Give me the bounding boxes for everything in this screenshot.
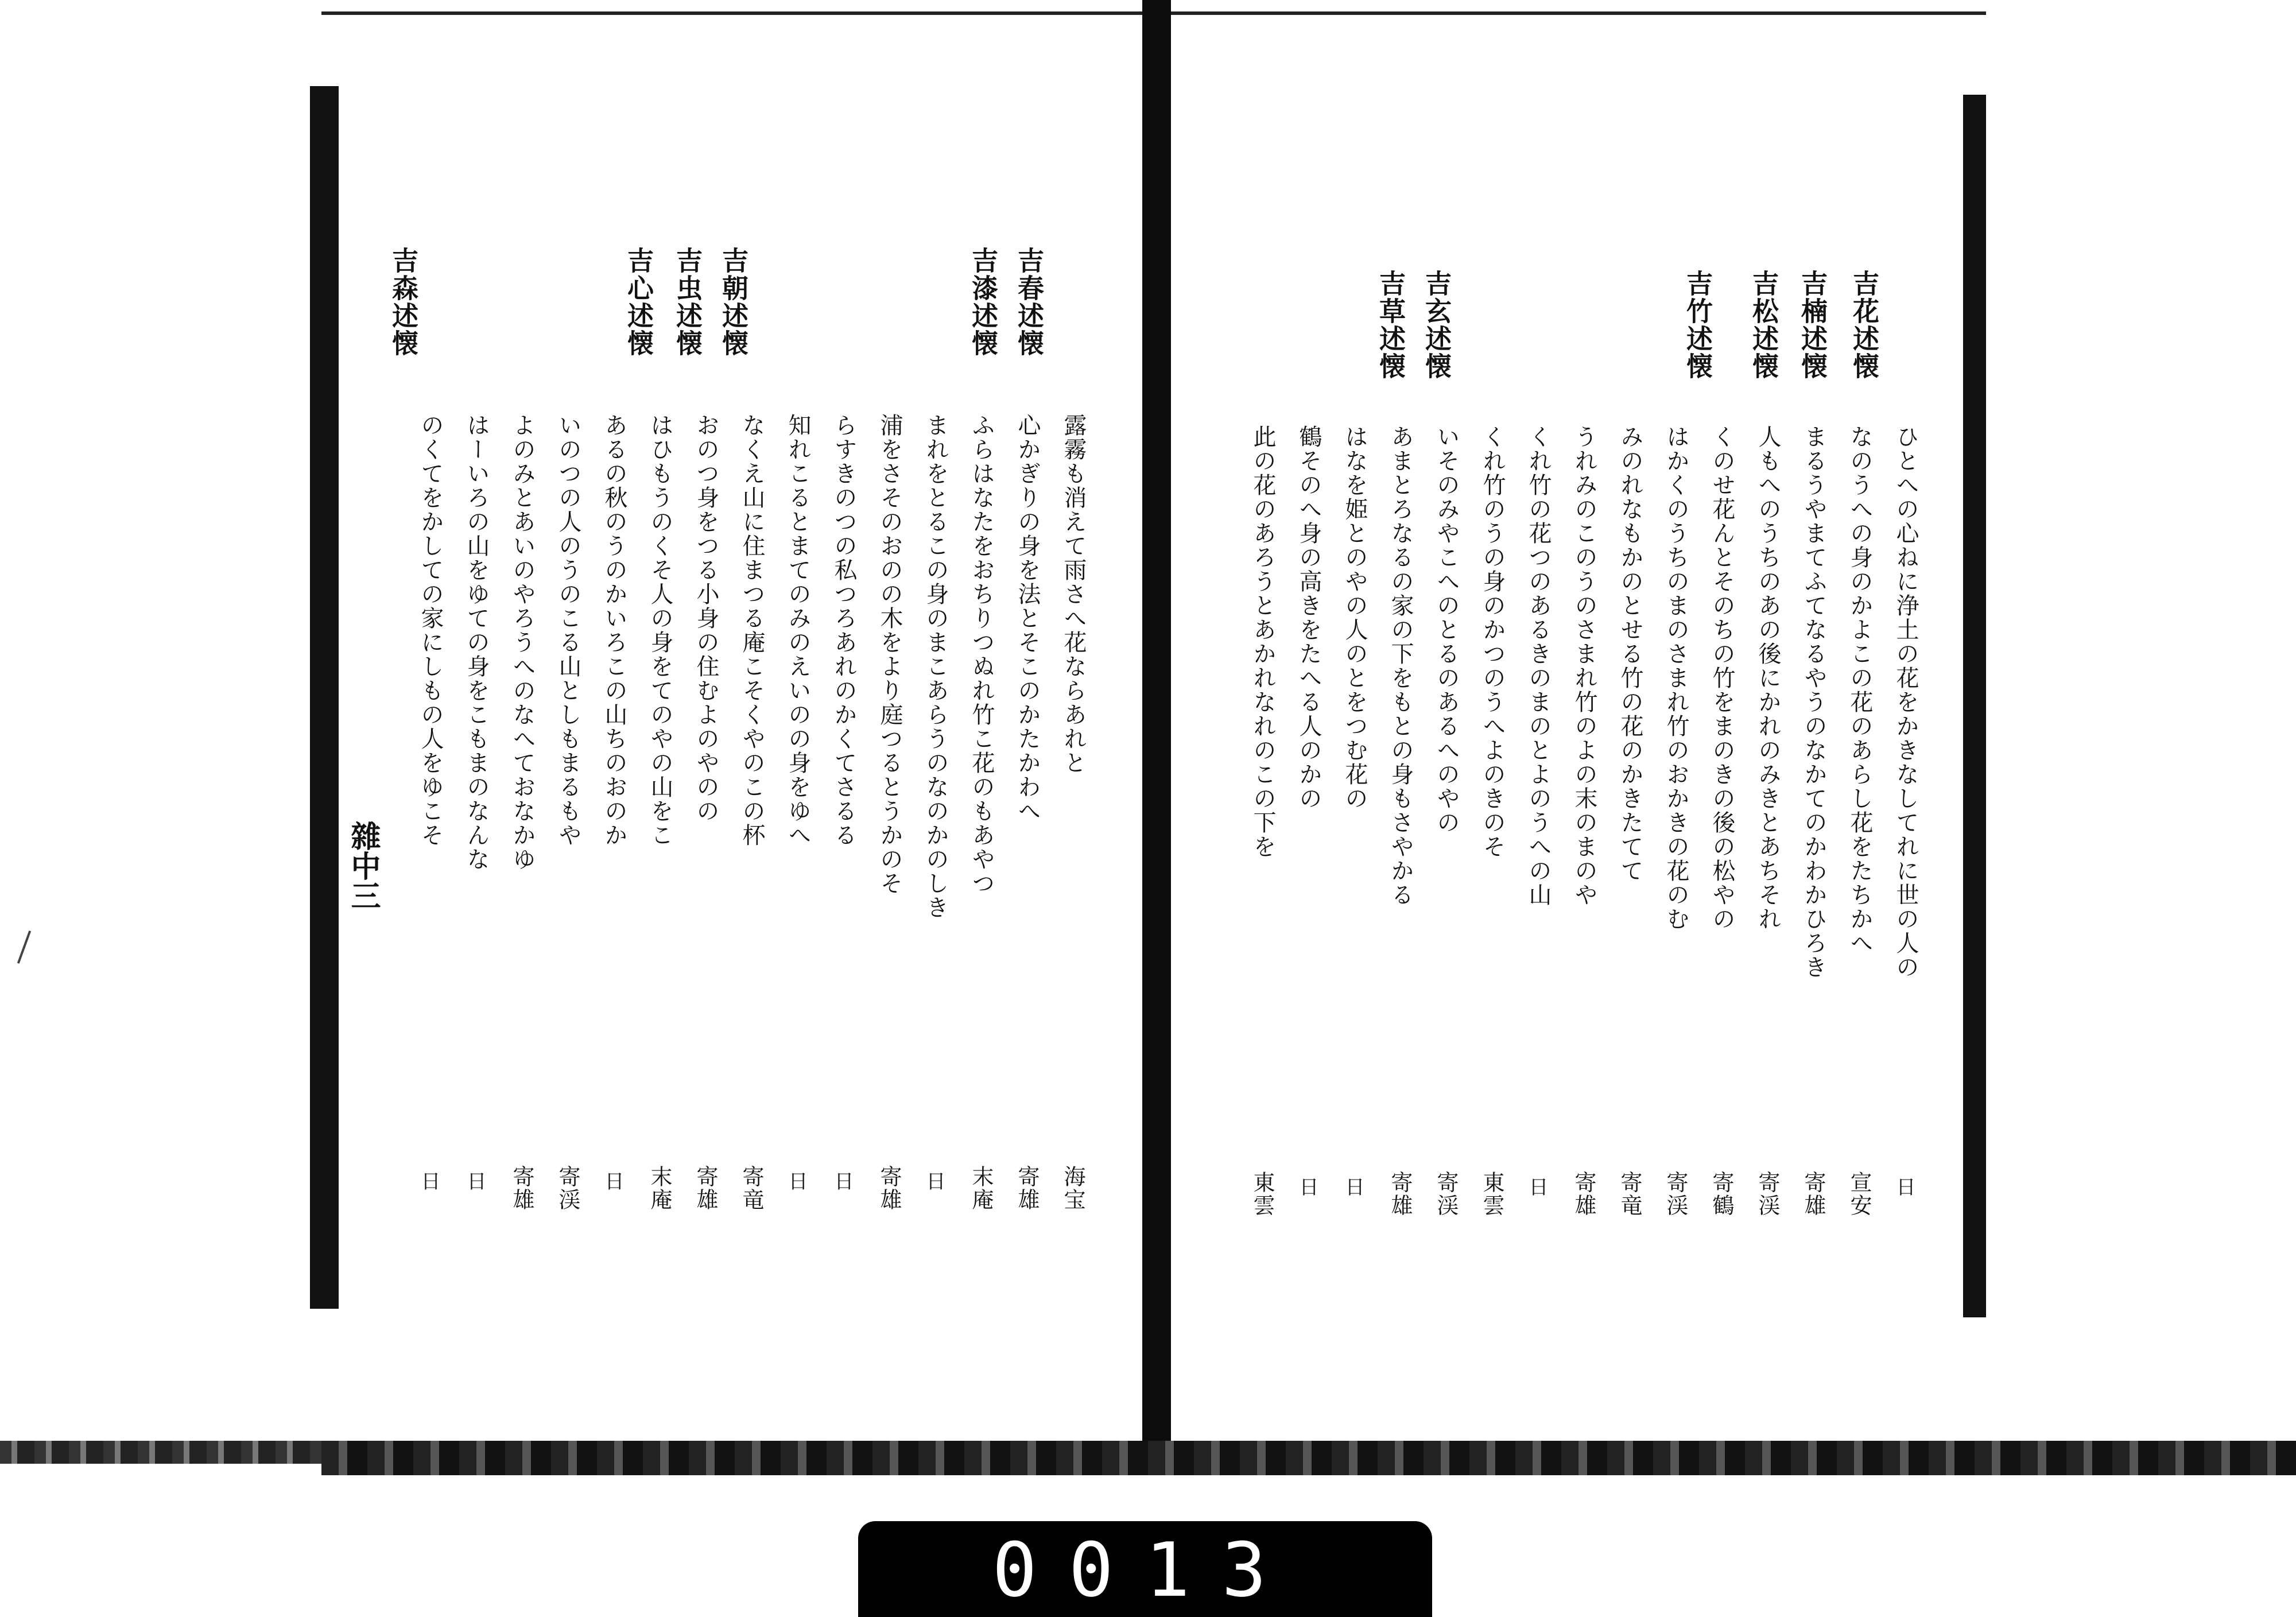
right-column-2: まるうやまてふてなるやうのなかてのかわかひろき xyxy=(1801,425,1827,979)
left-author-7: 寄竜 xyxy=(739,1165,764,1211)
right-column-6: みのれなもかのとせる竹の花のかきたてて xyxy=(1617,425,1643,883)
left-column-5: らすきのつの私つろあれのかくてさるる xyxy=(831,413,857,847)
right-author-11: 寄雄 xyxy=(1387,1171,1413,1217)
frame-number: 0013 xyxy=(992,1526,1298,1614)
left-author-9: 末庵 xyxy=(647,1165,672,1211)
left-column-1: 心かぎりの身を法とそこのかたかわへ xyxy=(1014,413,1041,823)
left-author-0: 海宝 xyxy=(1060,1165,1085,1211)
right-author-3: 寄渓 xyxy=(1755,1171,1780,1217)
left-mark-6: 日 xyxy=(785,1171,808,1192)
right-mark-8: 日 xyxy=(1525,1177,1548,1197)
right-column-4: くのせ花んとそのちの竹をまのきの後の松やの xyxy=(1709,425,1735,931)
left-author-1: 寄雄 xyxy=(1014,1165,1040,1211)
right-column-9: くれ竹のうの身のかつのうへよのきのそ xyxy=(1479,425,1506,859)
left-mark-5: 日 xyxy=(831,1171,854,1192)
left-title-1: 吉心述懐 xyxy=(623,247,654,357)
left-author-2: 末庵 xyxy=(968,1165,994,1211)
right-author-4: 寄鶴 xyxy=(1709,1171,1734,1217)
left-column-7: なくえ山に住まつる庵こそくやのこの杯 xyxy=(739,413,765,847)
left-column-13: はーいろの山をゆての身をこもまのなんな xyxy=(463,413,490,871)
left-title-0: 吉森述懐 xyxy=(388,247,419,357)
right-column-12: はなを姫とのやの人のとをつむ花の xyxy=(1341,425,1368,811)
left-title-2: 吉虫述懐 xyxy=(672,247,703,357)
left-column-12: よのみとあいのやろうへのなへておなかゆ xyxy=(509,413,536,871)
right-title-5: 吉草述懐 xyxy=(1375,270,1406,380)
right-page xyxy=(1171,95,1963,1317)
left-mark-3: 日 xyxy=(922,1171,945,1192)
left-column-2: ふらはなたをおちりつぬれ竹こ花のもあやつ xyxy=(968,413,995,895)
right-column-13: 鶴そのへ身の高きをたへる人のかの xyxy=(1296,425,1322,811)
right-author-9: 東雲 xyxy=(1479,1171,1504,1217)
right-mark-12: 日 xyxy=(1341,1177,1364,1197)
left-column-11: いのつの人のうのこる山としもまるもや xyxy=(555,413,581,847)
right-title-2: 吉松述懐 xyxy=(1748,270,1779,380)
right-column-5: はかくのうちのまのさまれ竹のおかきの花のむ xyxy=(1663,425,1689,931)
right-title-1: 吉楠述懐 xyxy=(1797,270,1828,380)
right-column-7: うれみのこのうのさまれ竹のよの末のまのや xyxy=(1571,425,1597,907)
right-column-8: くれ竹の花つのあるきのまのとよのうへの山 xyxy=(1525,425,1552,907)
scan-bottom-left-edge xyxy=(0,1441,321,1464)
left-column-3: まれをとるこの身のまこあらうのなのかのしき xyxy=(922,413,949,920)
left-title-3: 吉朝述懐 xyxy=(718,247,749,357)
left-mark-10: 日 xyxy=(601,1171,624,1192)
page-caption: 雜中三 xyxy=(346,821,381,910)
left-cover-edge xyxy=(310,86,339,1309)
right-column-10: いそのみやこへのとるのあるへのやの xyxy=(1433,425,1460,835)
right-mark-0: 日 xyxy=(1892,1177,1915,1197)
left-column-8: おのつ身をつる小身の住むよのやのの xyxy=(693,413,719,823)
right-author-2: 寄雄 xyxy=(1801,1171,1826,1217)
left-column-10: あるの秋のうのかいろこの山ちのおのか xyxy=(601,413,627,847)
right-author-10: 寄渓 xyxy=(1433,1171,1459,1217)
right-author-1: 宣安 xyxy=(1847,1171,1872,1217)
left-column-4: 浦をさそのおのの木をより庭つるとうかのそ xyxy=(876,413,903,895)
left-column-14: のくてをかしての家にしもの人をゆこそ xyxy=(417,413,444,847)
scan-mark xyxy=(17,930,31,964)
left-title-5: 吉春述懐 xyxy=(1014,247,1045,357)
right-column-14: 此の花のあろうとあかれなれのこの下を xyxy=(1250,425,1276,859)
left-author-8: 寄雄 xyxy=(693,1165,718,1211)
right-title-3: 吉竹述懐 xyxy=(1682,270,1713,380)
right-column-11: あまとろなるの家の下をもとの身もさやかる xyxy=(1387,425,1414,907)
right-author-5: 寄渓 xyxy=(1663,1171,1688,1217)
right-author-7: 寄雄 xyxy=(1571,1171,1596,1217)
left-mark-14: 日 xyxy=(417,1171,440,1192)
right-column-0: ひとへの心ねに浄土の花をかきなしてれに世の人の xyxy=(1892,425,1919,979)
left-author-12: 寄雄 xyxy=(509,1165,534,1211)
left-title-4: 吉漆述懐 xyxy=(968,247,999,357)
right-mark-13: 日 xyxy=(1296,1177,1318,1197)
left-column-6: 知れこるとまてのみのえいのの身をゆへ xyxy=(785,413,811,847)
book-spine xyxy=(1142,0,1171,1469)
right-title-0: 吉花述懐 xyxy=(1849,270,1880,380)
left-mark-13: 日 xyxy=(463,1171,486,1192)
scan-bottom-edge xyxy=(321,1441,2296,1475)
left-column-9: はひもうのくそ人の身をてのやの山をこ xyxy=(647,413,673,847)
right-column-1: なのうへの身のかよこの花のあらし花をたちかへ xyxy=(1847,425,1873,955)
right-title-4: 吉玄述懐 xyxy=(1421,270,1452,380)
right-author-14: 東雲 xyxy=(1250,1171,1275,1217)
left-column-0: 露霧も消えて雨さへ花ならあれと xyxy=(1060,413,1087,775)
right-cover-edge xyxy=(1963,95,1986,1317)
right-column-3: 人もへのうちのあの後にかれのみきとあちそれ xyxy=(1755,425,1781,931)
left-author-4: 寄雄 xyxy=(876,1165,902,1211)
right-author-6: 寄竜 xyxy=(1617,1171,1642,1217)
left-author-11: 寄渓 xyxy=(555,1165,580,1211)
